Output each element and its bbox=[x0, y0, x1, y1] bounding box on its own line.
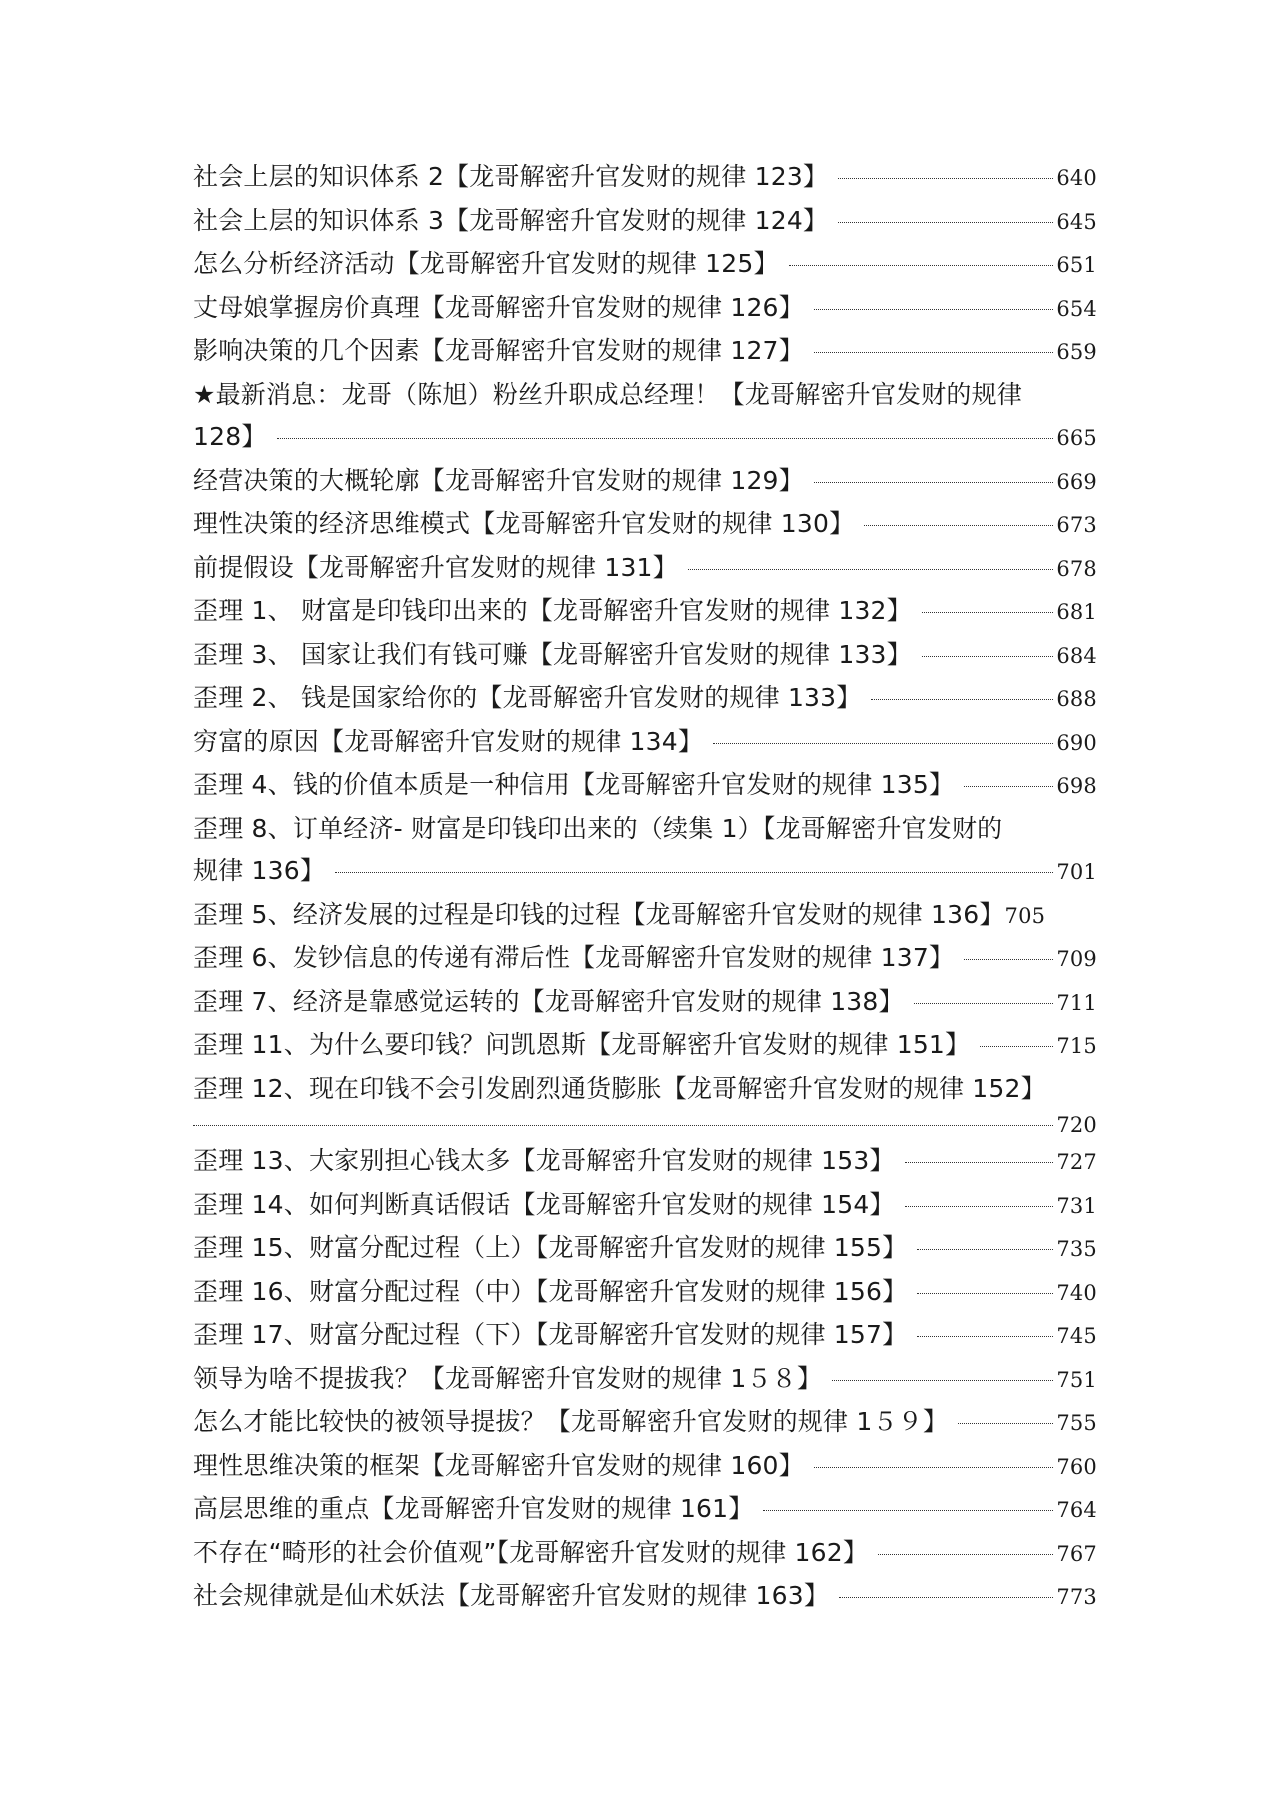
toc-entry[interactable] bbox=[193, 1024, 1097, 1068]
toc-entry-title-line1: 歪理 12、现在印钱不会引发剧烈通货膨胀【龙哥解密升官发财的规律 152】 bbox=[193, 1073, 1046, 1103]
dot-leader bbox=[864, 525, 1053, 526]
toc-entry-title: 歪理 1、 财富是印钱印出来的【龙哥解密升官发财的规律 132】 bbox=[193, 596, 912, 625]
toc-page-number: 681 bbox=[1056, 600, 1097, 624]
toc-entry-title: 歪理 2、 钱是国家给你的【龙哥解密升官发财的规律 133】 bbox=[193, 683, 862, 712]
toc-page-number: 701 bbox=[1056, 860, 1097, 884]
dot-leader bbox=[905, 1206, 1054, 1207]
toc-entry-title: 歪理 6、发钞信息的传递有滞后性【龙哥解密升官发财的规律 137】 bbox=[193, 943, 955, 972]
toc-entry-title-line2: 128】 bbox=[193, 422, 267, 451]
toc-entry-title: 怎么分析经济活动【龙哥解密升官发财的规律 125】 bbox=[193, 249, 779, 278]
toc-entry[interactable] bbox=[193, 503, 1097, 547]
toc-entry-title: 歪理 11、为什么要印钱？问凯恩斯【龙哥解密升官发财的规律 151】 bbox=[193, 1030, 971, 1059]
toc-page-number: 740 bbox=[1056, 1280, 1097, 1305]
toc-entry-title: 穷富的原因【龙哥解密升官发财的规律 134】 bbox=[193, 726, 704, 756]
toc-entry-title: 前提假设【龙哥解密升官发财的规律 131】 bbox=[193, 552, 678, 582]
toc-entry[interactable] bbox=[193, 1271, 1097, 1315]
toc-page-number: 698 bbox=[1056, 774, 1097, 798]
toc-entry-title: 歪理 3、 国家让我们有钱可赚【龙哥解密升官发财的规律 133】 bbox=[193, 639, 912, 669]
dot-leader bbox=[839, 1597, 1053, 1598]
toc-page-number: 673 bbox=[1056, 513, 1097, 537]
toc-entry-two-line[interactable] bbox=[193, 1068, 1097, 1141]
toc-entry[interactable] bbox=[193, 1575, 1097, 1619]
dot-leader bbox=[814, 482, 1053, 483]
dot-leader bbox=[838, 222, 1053, 223]
toc-page-number: 720 bbox=[1056, 1113, 1097, 1137]
dot-leader bbox=[277, 438, 1054, 439]
toc-entry[interactable] bbox=[193, 1532, 1097, 1576]
dot-leader bbox=[193, 1125, 1053, 1126]
toc-page-number: 767 bbox=[1056, 1541, 1097, 1566]
toc-page-number: 690 bbox=[1056, 730, 1097, 755]
toc-page-number: 727 bbox=[1056, 1150, 1097, 1174]
toc-entry[interactable] bbox=[193, 1488, 1097, 1532]
dot-leader bbox=[980, 1046, 1053, 1047]
toc-entry[interactable] bbox=[193, 1401, 1097, 1445]
toc-page-number: 684 bbox=[1056, 643, 1097, 668]
dot-leader bbox=[922, 656, 1053, 657]
dot-leader bbox=[713, 743, 1053, 744]
toc-entry-title: 影响决策的几个因素【龙哥解密升官发财的规律 127】 bbox=[193, 336, 804, 365]
toc-page-number: 760 bbox=[1056, 1454, 1097, 1479]
toc-entry[interactable] bbox=[193, 764, 1097, 808]
toc-entry-title-line1: 歪理 8、订单经济- 财富是印钱印出来的（续集 1）【龙哥解密升官发财的 bbox=[193, 813, 1003, 843]
toc-entry[interactable] bbox=[193, 721, 1097, 765]
dot-leader bbox=[832, 1380, 1053, 1381]
toc-page-number: 688 bbox=[1056, 687, 1097, 711]
toc-entry-title: 歪理 5、经济发展的过程是印钱的过程【龙哥解密升官发财的规律 136】 bbox=[193, 899, 1005, 929]
dot-leader bbox=[917, 1336, 1053, 1337]
dot-leader bbox=[814, 352, 1053, 353]
toc-page-number: 711 bbox=[1056, 990, 1097, 1015]
toc-entry-title: 理性决策的经济思维模式【龙哥解密升官发财的规律 130】 bbox=[193, 509, 855, 538]
toc-entry[interactable] bbox=[193, 1314, 1097, 1358]
dot-leader bbox=[838, 178, 1053, 179]
toc-page-number: 731 bbox=[1056, 1193, 1097, 1218]
toc-entry-title: 领导为啥不提拔我？【龙哥解密升官发财的规律 1５８】 bbox=[193, 1363, 823, 1393]
dot-leader bbox=[871, 699, 1053, 700]
toc-entry[interactable] bbox=[193, 981, 1097, 1025]
dot-leader bbox=[688, 569, 1053, 570]
toc-entry[interactable] bbox=[193, 590, 1097, 634]
toc-page-number: 669 bbox=[1056, 469, 1097, 494]
toc-entry-title: 歪理 14、如何判断真话假话【龙哥解密升官发财的规律 154】 bbox=[193, 1189, 895, 1219]
toc-entry-title: 社会上层的知识体系 3【龙哥解密升官发财的规律 124】 bbox=[193, 205, 829, 235]
toc-page-number: 705 bbox=[1004, 903, 1046, 928]
toc-entry[interactable] bbox=[193, 634, 1097, 678]
toc-page-number: 654 bbox=[1056, 296, 1097, 321]
toc-entry-title: 歪理 13、大家别担心钱太多【龙哥解密升官发财的规律 153】 bbox=[193, 1146, 895, 1175]
toc-page-number: 715 bbox=[1056, 1034, 1097, 1058]
dot-leader bbox=[814, 309, 1053, 310]
dot-leader bbox=[335, 872, 1053, 873]
toc-entry[interactable] bbox=[193, 1445, 1097, 1489]
dot-leader bbox=[814, 1467, 1053, 1468]
dot-leader bbox=[905, 1162, 1054, 1163]
toc-entry[interactable] bbox=[193, 200, 1097, 244]
toc-page-number: 751 bbox=[1056, 1367, 1097, 1392]
toc-entry[interactable] bbox=[193, 1184, 1097, 1228]
table-of-contents bbox=[193, 156, 1097, 1619]
toc-page-number: 645 bbox=[1056, 209, 1097, 234]
toc-entry[interactable] bbox=[193, 460, 1097, 504]
toc-entry-title: 歪理 7、经济是靠感觉运转的【龙哥解密升官发财的规律 138】 bbox=[193, 986, 904, 1016]
dot-leader bbox=[917, 1249, 1053, 1250]
toc-entry-title: 高层思维的重点【龙哥解密升官发财的规律 161】 bbox=[193, 1494, 754, 1523]
toc-entry-title: 歪理 15、财富分配过程（上）【龙哥解密升官发财的规律 155】 bbox=[193, 1233, 908, 1262]
toc-entry[interactable] bbox=[193, 1227, 1097, 1271]
dot-leader bbox=[917, 1293, 1053, 1294]
toc-page-number: 640 bbox=[1056, 166, 1097, 190]
toc-entry-title: 社会规律就是仙术妖法【龙哥解密升官发财的规律 163】 bbox=[193, 1581, 830, 1610]
dot-leader bbox=[763, 1510, 1053, 1511]
toc-entry[interactable] bbox=[193, 547, 1097, 591]
toc-page-number: 755 bbox=[1056, 1411, 1097, 1435]
toc-entry[interactable] bbox=[193, 1358, 1097, 1402]
dot-leader bbox=[958, 1423, 1053, 1424]
toc-entry-title: 社会上层的知识体系 2【龙哥解密升官发财的规律 123】 bbox=[193, 162, 829, 191]
toc-entry-title: 歪理 4、钱的价值本质是一种信用【龙哥解密升官发财的规律 135】 bbox=[193, 770, 955, 799]
dot-leader bbox=[964, 959, 1053, 960]
dot-leader bbox=[789, 265, 1054, 266]
toc-page-number: 651 bbox=[1056, 253, 1097, 277]
toc-entry[interactable] bbox=[193, 156, 1097, 200]
toc-entry-title: 歪理 17、财富分配过程（下）【龙哥解密升官发财的规律 157】 bbox=[193, 1320, 908, 1349]
toc-entry-title: 不存在“畸形的社会价值观”【龙哥解密升官发财的规律 162】 bbox=[193, 1537, 869, 1567]
dot-leader bbox=[922, 612, 1053, 613]
toc-entry[interactable] bbox=[193, 287, 1097, 331]
toc-entry[interactable] bbox=[193, 330, 1097, 374]
toc-entry-title-line2: 规律 136】 bbox=[193, 856, 326, 885]
dot-leader bbox=[878, 1554, 1053, 1555]
toc-page-number: 735 bbox=[1056, 1237, 1097, 1261]
toc-page-number: 665 bbox=[1056, 426, 1097, 450]
toc-page-number: 709 bbox=[1056, 947, 1097, 971]
toc-entry-title: 理性思维决策的框架【龙哥解密升官发财的规律 160】 bbox=[193, 1450, 804, 1480]
toc-entry[interactable] bbox=[193, 1140, 1097, 1184]
toc-entry[interactable] bbox=[193, 243, 1097, 287]
toc-page-number: 745 bbox=[1056, 1324, 1097, 1348]
toc-entry[interactable] bbox=[193, 677, 1097, 721]
dot-leader bbox=[914, 1003, 1054, 1004]
dot-leader bbox=[964, 786, 1053, 787]
toc-entry-title: 丈母娘掌握房价真理【龙哥解密升官发财的规律 126】 bbox=[193, 292, 804, 322]
toc-entry-two-line[interactable] bbox=[193, 374, 1097, 460]
toc-page-number: 678 bbox=[1056, 556, 1097, 581]
toc-page-number: 773 bbox=[1056, 1585, 1097, 1609]
toc-entry[interactable] bbox=[193, 937, 1097, 981]
toc-entry-two-line[interactable] bbox=[193, 808, 1097, 894]
toc-entry[interactable] bbox=[193, 894, 1097, 938]
toc-page-number: 659 bbox=[1056, 340, 1097, 364]
toc-entry-title-line1: ★最新消息：龙哥（陈旭）粉丝升职成总经理！【龙哥解密升官发财的规律 bbox=[193, 379, 1023, 409]
toc-entry-title: 怎么才能比较快的被领导提拔？【龙哥解密升官发财的规律 1５９】 bbox=[193, 1407, 949, 1436]
toc-entry-title: 经营决策的大概轮廓【龙哥解密升官发财的规律 129】 bbox=[193, 465, 804, 495]
toc-page-number: 764 bbox=[1056, 1498, 1097, 1522]
toc-entry-title: 歪理 16、财富分配过程（中）【龙哥解密升官发财的规律 156】 bbox=[193, 1276, 908, 1306]
